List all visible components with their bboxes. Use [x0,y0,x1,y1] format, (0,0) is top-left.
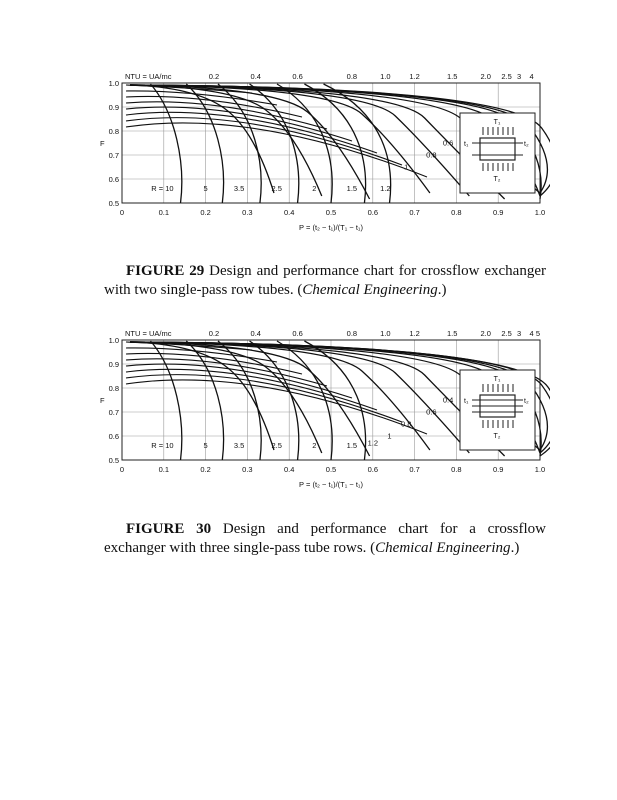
y-tick-label: 0.5 [108,456,119,465]
ntu-top-label: 2.0 [480,329,491,338]
figure-29-caption-source: Chemical Engineering [302,282,438,298]
ntu-top-label: 0.4 [250,72,261,81]
x-tick-label: 0.3 [242,465,253,474]
inset-label-t2: t₂ [524,398,529,405]
ntu-top-label: 3 [517,329,522,338]
x-tick-label: 0.8 [451,465,462,474]
inset-label-T1: T₁ [493,376,501,383]
figure-30-chart [100,325,550,495]
ntu-curve-label: 0.8 [426,150,437,160]
y-tick-label: 0.8 [108,384,119,393]
inset-label-T2: T₂ [493,176,501,183]
figure-29-caption-label: FIGURE 29 [126,263,205,279]
r-curve-label: 2.5 [271,184,282,193]
inset-label-T1: T₁ [493,119,501,126]
x-axis-label: P = (t₂ − t₁)/(T₁ − t₁) [299,223,363,232]
x-tick-label: 0.6 [367,208,379,217]
figure-29-caption-text: Design and performance chart for crossflow exchanger with two single-pass row tubes. ( [104,263,546,298]
x-tick-label: 0.9 [492,208,504,217]
ntu-top-label: 1.5 [447,72,458,81]
inset-label-t1: t₁ [464,398,469,405]
x-tick-label: 1.0 [534,465,546,474]
x-tick-label: 0.4 [283,208,295,217]
y-tick-label: 0.6 [108,432,119,441]
x-tick-label: 0.8 [451,208,462,217]
family-curve [126,375,402,422]
ntu-top-label: 5 [535,329,540,338]
figure-30-caption-label: FIGURE 30 [126,521,212,537]
x-tick-label: 0.9 [492,465,504,474]
r-curve [277,84,332,203]
ntu-curve-label: 0.8 [401,419,412,429]
r-curve-label: 1.5 [346,441,358,450]
x-tick-label: 0.2 [200,208,211,217]
ntu-curve-label: 0.6 [426,407,437,417]
y-tick-label: 0.7 [108,408,119,417]
ntu-top-label: 0.8 [346,72,358,81]
r-curve-label: 1.2 [380,184,391,193]
family-curve [126,118,402,165]
ntu-top-label: 0.2 [208,72,220,81]
ntu-top-label: 0.8 [346,329,358,338]
figure-29-chart [100,68,550,238]
ntu-curve-label: 1.2 [367,438,379,448]
x-tick-label: 0.3 [242,208,253,217]
y-axis-label: F [100,139,105,148]
x-tick-label: 0 [119,208,125,217]
y-tick-label: 0.8 [108,127,119,136]
ntu-top-label: 1.2 [409,72,420,81]
figure-29-caption-tail: .) [437,282,447,298]
figure-30-caption-text: Design and performance chart for a crossflow exchanger with three single-pass tube rows. ( [104,521,546,556]
x-tick-label: 0.7 [409,465,420,474]
figure-30-svg [100,325,550,495]
x-tick-label: 0.5 [325,208,337,217]
figure-29-caption [104,262,546,300]
ntu-top-label: 0.2 [208,329,220,338]
y-tick-label: 1.0 [108,79,119,88]
r-curve-label: 1.5 [346,184,358,193]
ntu-top-label: 4 [529,329,534,338]
y-tick-label: 0.6 [108,175,119,184]
y-axis-label: F [100,396,105,405]
y-tick-label: 0.9 [108,103,119,112]
x-tick-label: 0 [119,465,125,474]
ntu-top-label: 1.2 [409,329,420,338]
x-axis-label: P = (t₂ − t₁)/(T₁ − t₁) [299,480,363,489]
x-tick-label: 0.1 [158,465,170,474]
ntu-top-label: 2.0 [480,72,491,81]
inset-tube-bundle [480,138,515,160]
ntu-curve-label: 0.6 [442,138,454,148]
ntu-top-label: 3 [517,72,522,81]
r-curve-label: 2 [312,184,317,193]
y-tick-label: 0.7 [108,151,119,160]
r-curve-label: 2.5 [271,441,282,450]
ntu-top-label: 1.0 [380,72,391,81]
inset-label-t1: t₁ [464,141,469,148]
r-label: R = 10 [151,441,174,450]
r-curve-label: 3.5 [233,184,245,193]
ntu-label: NTU = UA/mc [125,329,172,338]
ntu-curve-label: 0.4 [442,395,454,405]
x-tick-label: 0.2 [200,465,211,474]
ntu-top-label: 0.6 [292,72,303,81]
figure-30-caption-source: Chemical Engineering [375,540,511,556]
ntu-top-label: 4 [529,72,534,81]
inset-label-t2: t₂ [524,141,529,148]
figure-29-svg [100,68,550,238]
x-tick-label: 0.7 [409,208,420,217]
r-curve-label: 5 [203,441,208,450]
x-tick-label: 1.0 [534,208,546,217]
inset-label-T2: T₂ [493,433,501,440]
r-curve [277,341,332,460]
ntu-top-label: 0.4 [250,329,261,338]
r-curve-label: 5 [203,184,208,193]
ntu-top-label: 0.6 [292,329,303,338]
ntu-curve-label: 1 [387,431,392,441]
figure-30-caption [104,520,546,558]
ntu-top-label: 2.5 [501,72,512,81]
ntu-curve [130,342,430,450]
ntu-curve [130,85,430,193]
figure-30-caption-tail: .) [510,540,520,556]
y-tick-label: 0.5 [108,199,119,208]
ntu-top-label: 2.5 [501,329,512,338]
ntu-top-label: 1.5 [447,329,458,338]
x-tick-label: 0.6 [367,465,379,474]
ntu-label: NTU = UA/mc [125,72,172,81]
y-tick-label: 1.0 [108,336,119,345]
r-curve-label: 2 [312,441,317,450]
x-tick-label: 0.4 [283,465,295,474]
ntu-top-label: 1.0 [380,329,391,338]
x-tick-label: 0.5 [325,465,337,474]
y-tick-label: 0.9 [108,360,119,369]
x-tick-label: 0.1 [158,208,170,217]
ntu-curve-label: 1 [404,162,409,172]
r-label: R = 10 [151,184,174,193]
r-curve-label: 3.5 [233,441,245,450]
